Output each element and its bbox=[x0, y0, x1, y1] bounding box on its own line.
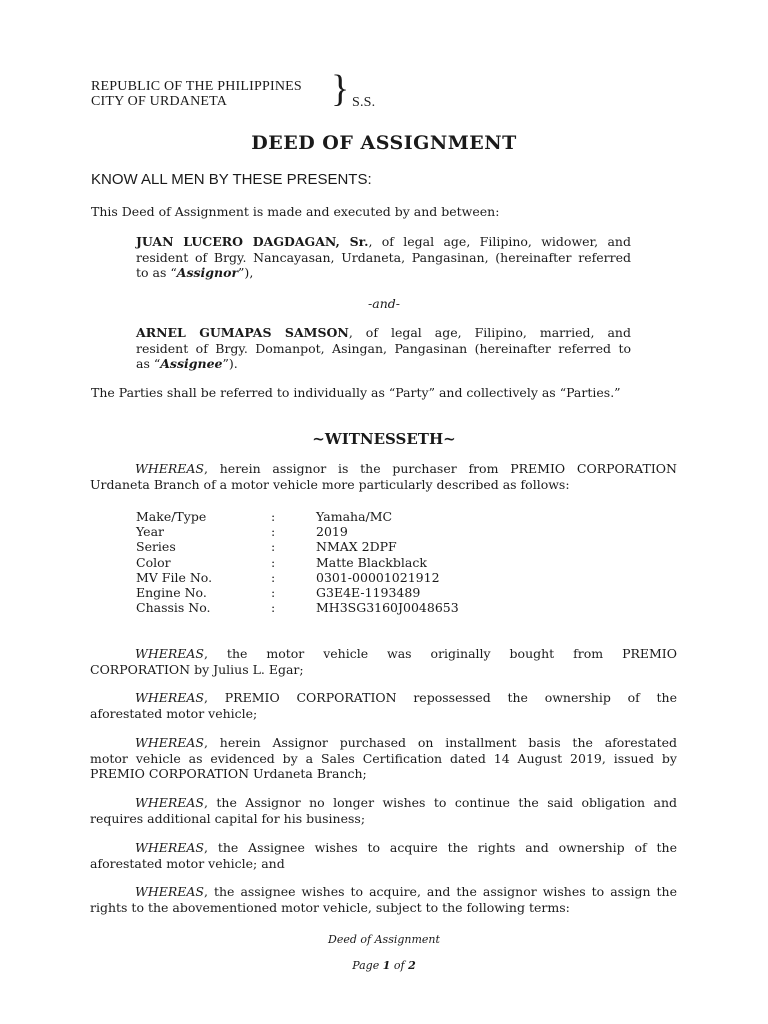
and-separator: -and- bbox=[368, 296, 400, 311]
spec-value: G3E4E-1193489 bbox=[316, 585, 421, 600]
spec-label: Engine No. bbox=[136, 585, 207, 600]
whereas-6: WHEREAS, the Assignee wishes to acquire the rights and ownership of the aforestated motor vehicle; and bbox=[90, 840, 677, 871]
parties-paragraph: The Parties shall be referred to individually as “Party” and collectively as “Parties.” bbox=[91, 385, 621, 400]
assignor-paragraph: JUAN LUCERO DAGDAGAN, Sr., of legal age, Filipino, widower, and resident of Brgy. Nancayasan, Urdaneta, Pangasinan, (hereinafter referred to as “Assignor”), bbox=[136, 234, 631, 280]
page-title: DEED OF ASSIGNMENT bbox=[251, 132, 517, 154]
whereas-5: WHEREAS, the Assignor no longer wishes to continue the said obligation and requires additional capital for his business; bbox=[90, 795, 677, 826]
assignee-paragraph: ARNEL GUMAPAS SAMSON, of legal age, Filipino, married, and resident of Brgy. Domanpot, Asingan, Pangasinan (hereinafter referred to as “Assignee”). bbox=[136, 325, 631, 371]
footer-doc-title: Deed of Assignment bbox=[328, 933, 440, 946]
assignee-name: ARNEL GUMAPAS SAMSON bbox=[136, 325, 349, 340]
spec-colon: : bbox=[271, 509, 276, 524]
venue-republic: REPUBLIC OF THE PHILIPPINES bbox=[91, 79, 302, 94]
spec-label: Chassis No. bbox=[136, 600, 211, 616]
whereas-1: WHEREAS, herein assignor is the purchaser from PREMIO CORPORATION Urdaneta Branch of a motor vehicle more particularly described as follows: bbox=[90, 461, 677, 492]
assignor-role: Assignor bbox=[176, 265, 239, 280]
spec-label: Color bbox=[136, 554, 171, 570]
whereas-7: WHEREAS, the assignee wishes to acquire, and the assignor wishes to assign the rights to the abovementioned motor vehicle, subject to the following terms: bbox=[90, 884, 677, 915]
spec-value: 0301-00001021912 bbox=[316, 569, 440, 585]
spec-colon: : bbox=[271, 524, 276, 540]
assignor-suffix: Sr. bbox=[349, 234, 369, 249]
venue-brace: } bbox=[331, 68, 350, 110]
spec-colon: : bbox=[271, 600, 276, 616]
spec-label: MV File No. bbox=[136, 569, 213, 585]
spec-value: Matte Blackblack bbox=[316, 554, 427, 570]
assignor-name: JUAN LUCERO DAGDAGAN bbox=[136, 234, 336, 249]
spec-value: 2019 bbox=[316, 524, 348, 540]
venue-ss: S.S. bbox=[352, 95, 376, 110]
spec-colon: : bbox=[271, 585, 276, 600]
spec-value: NMAX 2DPF bbox=[316, 539, 397, 555]
assignee-role: Assignee bbox=[160, 356, 223, 371]
witnesseth-heading: ~WITNESSETH~ bbox=[312, 430, 456, 448]
spec-label: Series bbox=[136, 539, 176, 555]
whereas-4: WHEREAS, herein Assignor purchased on installment basis the aforestated motor vehicle as evidenced by a Sales Certification dated 14 August 2019, issued by PREMIO CORPORATION Urdaneta Branch; bbox=[90, 735, 677, 781]
spec-value: Yamaha/MC bbox=[316, 509, 393, 524]
venue-block bbox=[91, 79, 302, 109]
whereas-2: WHEREAS, the motor vehicle was originally bought from PREMIO CORPORATION by Julius L. Egar; bbox=[90, 646, 677, 677]
intro-paragraph: This Deed of Assignment is made and executed by and between: bbox=[91, 204, 500, 219]
spec-colon: : bbox=[271, 569, 276, 585]
know-all-men: KNOW ALL MEN BY THESE PRESENTS: bbox=[91, 171, 372, 188]
spec-label: Make/Type bbox=[136, 509, 207, 524]
spec-colon: : bbox=[271, 554, 276, 570]
spec-colon: : bbox=[271, 539, 276, 555]
venue-city: CITY OF URDANETA bbox=[91, 94, 228, 109]
footer-page-number: Page 1 of 2 bbox=[352, 959, 416, 972]
spec-value: MH3SG3160J0048653 bbox=[316, 600, 459, 616]
spec-label: Year bbox=[136, 524, 164, 540]
whereas-3: WHEREAS, PREMIO CORPORATION repossessed the ownership of the aforestated motor vehicle; bbox=[90, 690, 677, 721]
